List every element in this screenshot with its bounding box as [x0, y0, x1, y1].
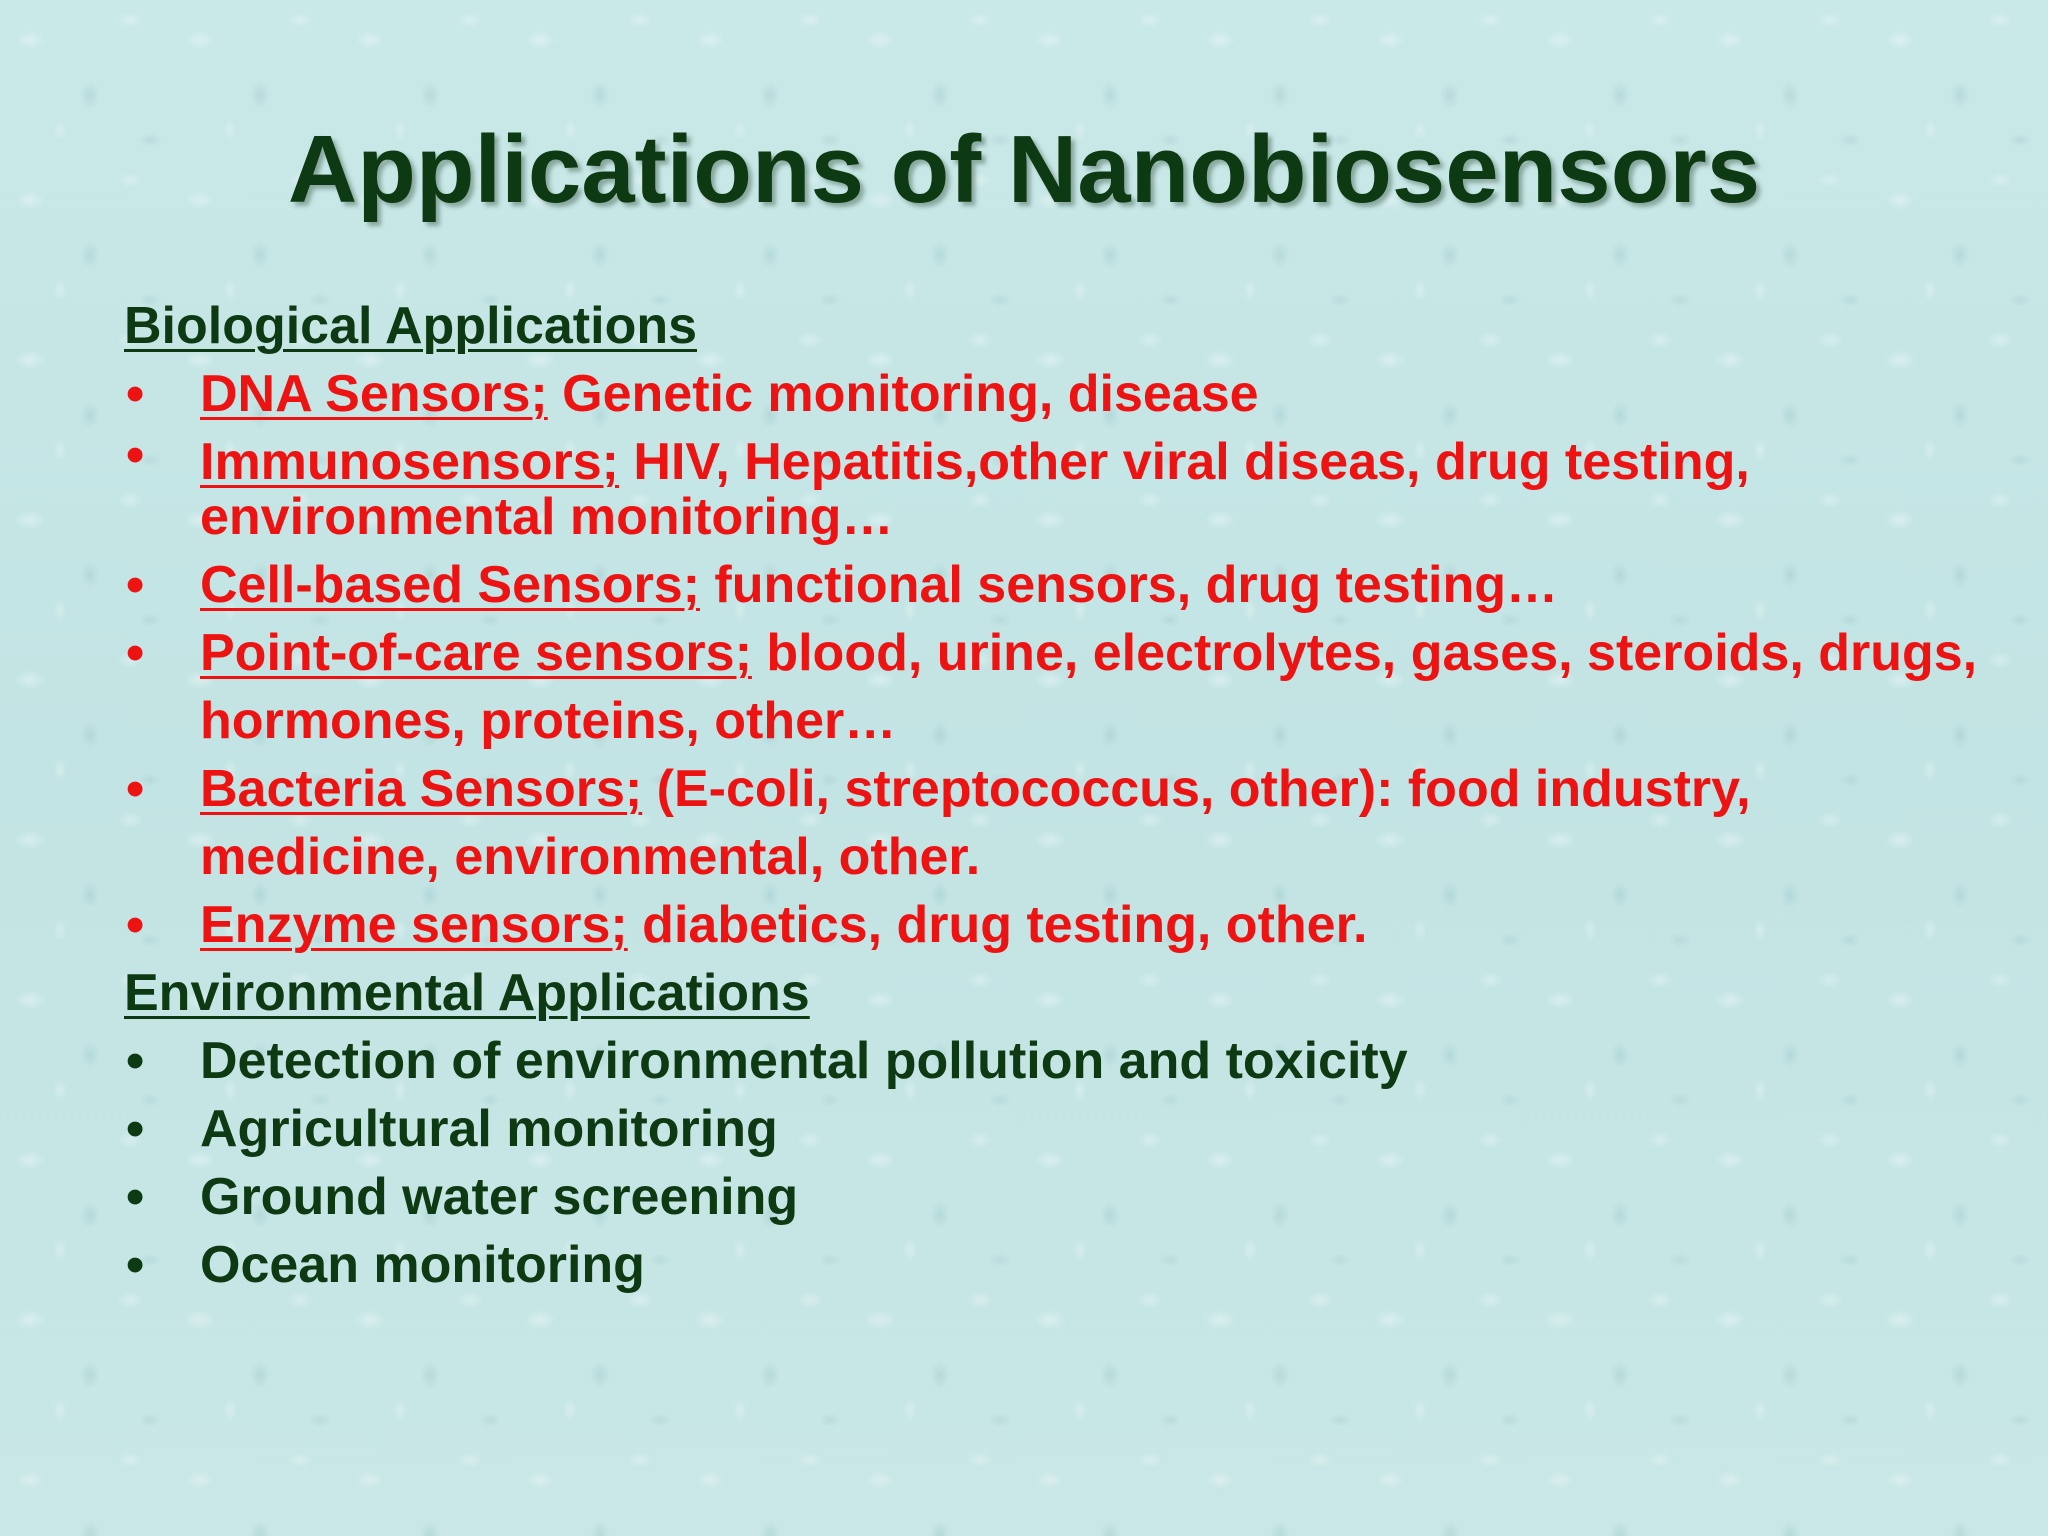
item-description: diabetics, drug testing, other.: [627, 896, 1368, 954]
bullet-icon: •: [126, 426, 145, 484]
slide-content: [124, 292, 2004, 1299]
item-term: Bacteria Sensors;: [200, 760, 643, 818]
item-description: HIV, Hepatitis,other viral diseas, drug testing, environmental monitoring…: [200, 433, 1750, 546]
bullet-icon: •: [126, 556, 145, 614]
item-description: (E-coli, streptococcus, other): food industry, medicine, environmental, other.: [200, 760, 1751, 886]
bullet-item-pollution-detection: [124, 1027, 2004, 1095]
item-text: Ocean monitoring: [200, 1236, 645, 1294]
bullet-icon: •: [126, 1236, 145, 1294]
item-description: blood, urine, electrolytes, gases, steroids, drugs, hormones, proteins, other…: [200, 624, 1978, 750]
item-text: Detection of environmental pollution and toxicity: [200, 1032, 1408, 1090]
bullet-item-ground-water-screening: [124, 1163, 2004, 1231]
item-term: Cell-based Sensors;: [200, 556, 700, 614]
bullet-item-enzyme-sensors: [124, 891, 2004, 959]
item-description: functional sensors, drug testing…: [699, 556, 1559, 614]
item-term: Point-of-care sensors;: [200, 624, 752, 682]
bullet-item-bacteria-sensors: [124, 755, 2004, 891]
bullet-item-agricultural-monitoring: [124, 1095, 2004, 1163]
item-text: Ground water screening: [200, 1168, 799, 1226]
bullet-icon: •: [126, 1100, 145, 1158]
bullet-item-point-of-care-sensors: [124, 619, 2004, 755]
bullet-icon: •: [126, 1032, 145, 1090]
bullet-item-immunosensors: [124, 428, 2004, 551]
item-term: Enzyme sensors;: [200, 896, 628, 954]
item-term: Immunosensors;: [200, 433, 619, 491]
bullet-item-ocean-monitoring: [124, 1231, 2004, 1299]
bullet-item-cell-based-sensors: [124, 551, 2004, 619]
bullet-icon: •: [126, 760, 145, 818]
bullet-icon: •: [126, 1168, 145, 1226]
bullet-item-dna-sensors: [124, 360, 2004, 428]
bullet-icon: •: [126, 896, 145, 954]
bullet-icon: •: [126, 365, 145, 423]
slide-title: Applications of Nanobiosensors: [287, 116, 1761, 223]
item-text: Agricultural monitoring: [200, 1100, 778, 1158]
item-description: Genetic monitoring, disease: [547, 365, 1259, 423]
item-term: DNA Sensors;: [200, 365, 548, 423]
bullet-icon: •: [126, 624, 145, 682]
biological-applications-heading: Biological Applications: [124, 297, 698, 355]
environmental-applications-heading: Environmental Applications: [124, 964, 810, 1022]
